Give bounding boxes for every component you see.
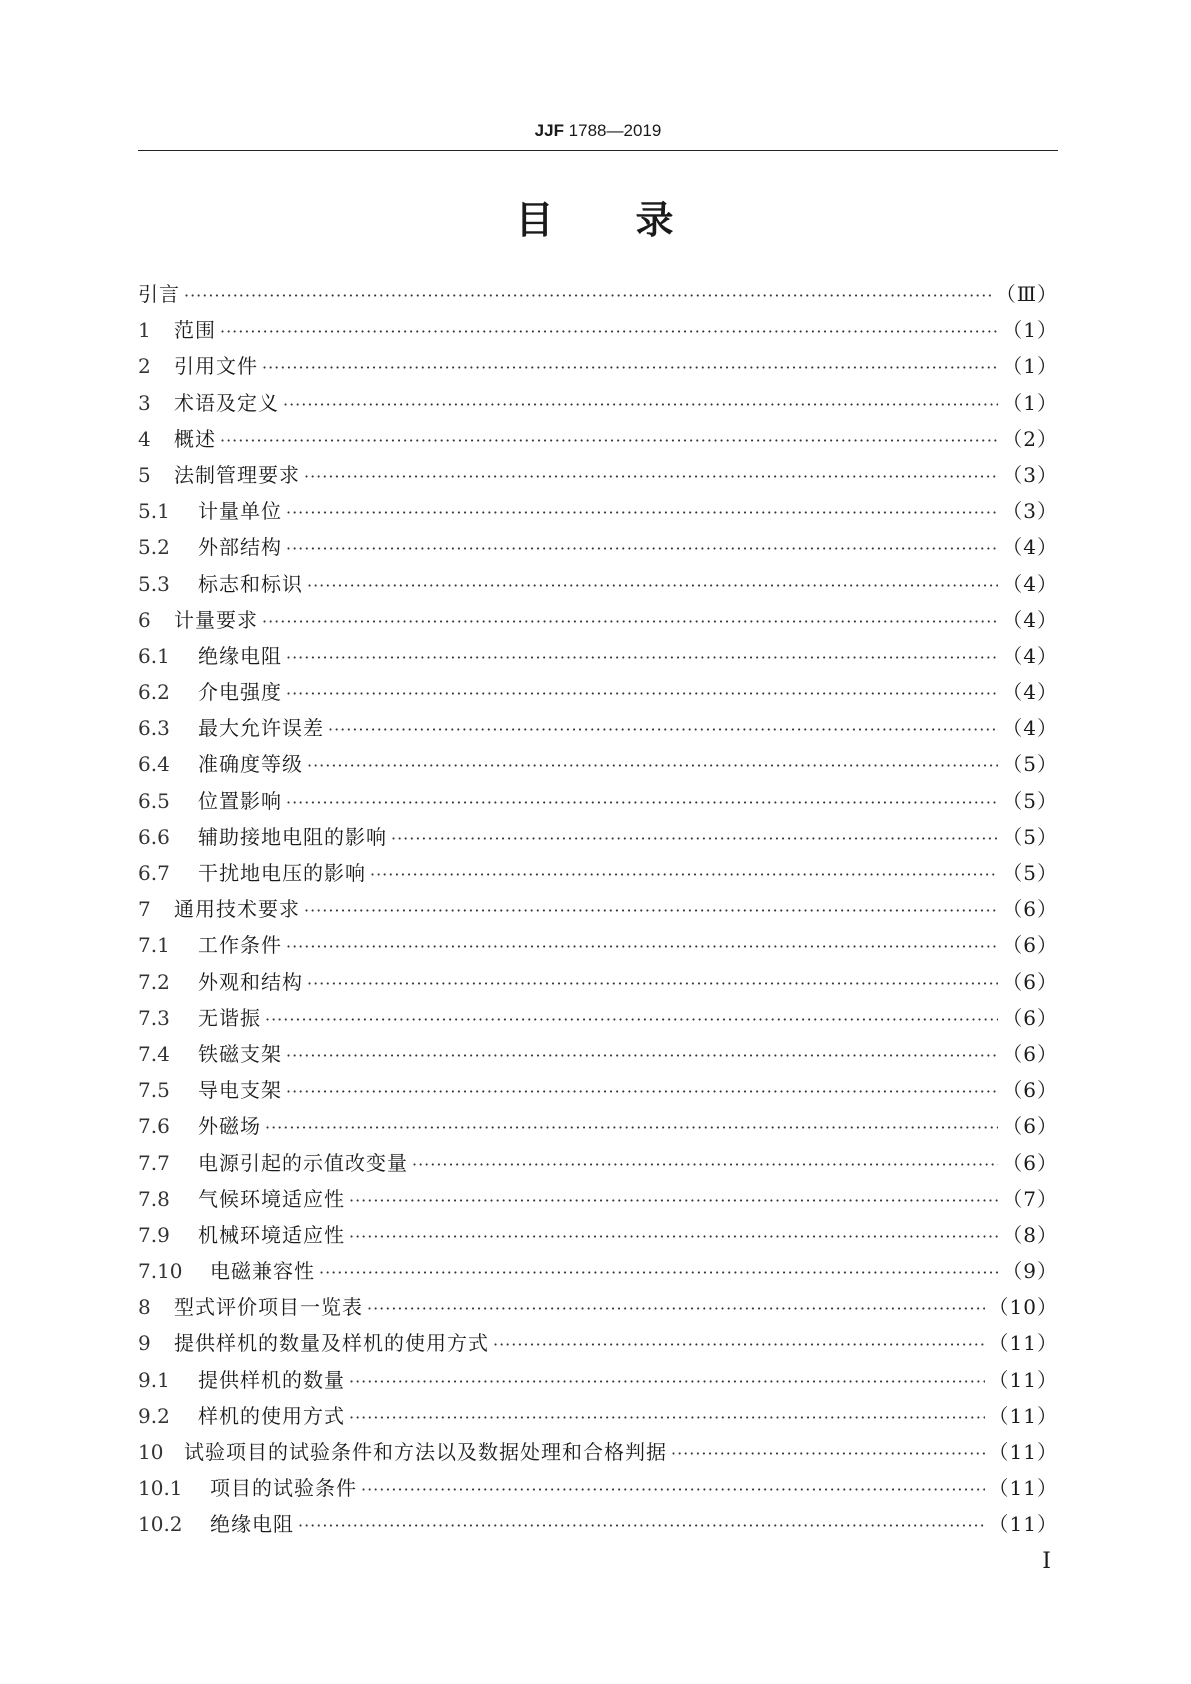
- toc-entry-number: 2: [138, 354, 151, 379]
- toc-entry-page: （4）: [1002, 535, 1058, 560]
- toc-entry[interactable]: [138, 927, 1058, 963]
- toc-entry-page: （6）: [1002, 1005, 1058, 1030]
- toc-entry-page: （3）: [1002, 462, 1058, 487]
- toc-entry[interactable]: [138, 1000, 1058, 1036]
- toc-entry-number: 8: [138, 1295, 151, 1320]
- toc-entry-number: 9: [138, 1331, 151, 1356]
- toc-entry-number: 6: [138, 607, 151, 632]
- toc-entry-label: 项目的试验条件: [210, 1476, 357, 1501]
- toc-leader-dots: [262, 350, 998, 386]
- toc-entry-label: 电磁兼容性: [210, 1259, 315, 1284]
- toc-entry-label: 计量要求: [174, 607, 258, 632]
- toc-entry-page: （6）: [1002, 969, 1058, 994]
- toc-entry-page: （6）: [1002, 1114, 1058, 1139]
- toc-entry-page: （9）: [1002, 1259, 1058, 1284]
- toc-entry-label: 干扰地电压的影响: [198, 861, 366, 885]
- toc-entry-label: 辅助接地电阻的影响: [198, 824, 387, 849]
- toc-leader-dots: [367, 1291, 985, 1327]
- toc-leader-dots: [361, 1472, 985, 1508]
- toc-leader-dots: [286, 785, 998, 821]
- toc-entry[interactable]: [138, 312, 1058, 348]
- standard-code-number: 1788—2019: [563, 121, 662, 140]
- toc-entry-label: 导电支架: [198, 1078, 282, 1103]
- page-title: [0, 196, 1191, 244]
- toc-entry-label: 无谐振: [198, 1005, 261, 1030]
- toc-entry-page: （6）: [1002, 1041, 1058, 1066]
- toc-entry-number: 5.1: [138, 499, 170, 524]
- page-number: Ⅰ: [1042, 1549, 1051, 1574]
- toc-entry-label: 最大允许误差: [198, 716, 324, 741]
- toc-entry[interactable]: [138, 674, 1058, 710]
- toc-entry-label: 提供样机的数量及样机的使用方式: [174, 1331, 489, 1356]
- toc-entry-page: （4）: [1002, 571, 1058, 596]
- toc-entry-number: 10.2: [138, 1512, 183, 1537]
- toc-entry-page: （3）: [1002, 499, 1058, 524]
- toc-entry-number: 6.7: [138, 861, 170, 885]
- toc-entry[interactable]: [138, 1470, 1058, 1506]
- toc-leader-dots: [286, 531, 998, 567]
- running-header: [138, 118, 1058, 152]
- toc-entry-number: 7: [138, 897, 151, 922]
- toc-entry[interactable]: [138, 1362, 1058, 1398]
- toc-entry-label: 样机的使用方式: [198, 1403, 345, 1428]
- toc-entry-page: （5）: [1002, 788, 1058, 813]
- toc-entry-label: 通用技术要求: [174, 897, 300, 922]
- toc-entry[interactable]: [138, 1325, 1058, 1361]
- toc-entry-page: （4）: [1002, 716, 1058, 741]
- toc-entry-number: 10: [138, 1440, 164, 1464]
- toc-entry-page: （11）: [988, 1403, 1058, 1428]
- toc-entry-number: 3: [138, 390, 151, 415]
- toc-entry[interactable]: [138, 855, 1058, 891]
- toc-entry-label: 准确度等级: [198, 752, 303, 777]
- standard-code-prefix: JJF: [534, 121, 564, 140]
- toc-entry-page: （8）: [1002, 1222, 1058, 1247]
- toc-leader-dots: [349, 1364, 985, 1400]
- toc-entry-page: （11）: [988, 1476, 1058, 1501]
- toc-entry-label: 计量单位: [198, 499, 282, 524]
- toc-entry-page: （6）: [1002, 933, 1058, 958]
- toc-entry[interactable]: [138, 638, 1058, 674]
- toc-entry-number: 7.6: [138, 1114, 170, 1139]
- toc-entry[interactable]: [138, 1217, 1058, 1253]
- toc-entry-page: （1）: [1002, 390, 1058, 415]
- toc-entry-label: 外观和结构: [198, 969, 303, 994]
- toc-entry[interactable]: [138, 421, 1058, 457]
- toc-leader-dots: [412, 1147, 998, 1183]
- toc-leader-dots: [286, 676, 998, 712]
- toc-entry-label: 工作条件: [198, 933, 282, 958]
- toc-entry-number: 6.2: [138, 680, 170, 705]
- toc-leader-dots: [265, 1110, 998, 1146]
- toc-entry[interactable]: [138, 964, 1058, 1000]
- toc-entry-label: 介电强度: [198, 680, 282, 705]
- header-divider: [138, 150, 1058, 151]
- toc-entry-number: 9.1: [138, 1367, 170, 1392]
- toc-entry-label: 引言: [138, 282, 180, 306]
- toc-entry-number: 1: [138, 318, 151, 343]
- toc-entry-label: 外部结构: [198, 535, 282, 560]
- toc-entry[interactable]: [138, 1108, 1058, 1144]
- toc-entry-label: 绝缘电阻: [198, 643, 282, 668]
- toc-entry[interactable]: [138, 1434, 1058, 1470]
- toc-leader-dots: [319, 1255, 998, 1291]
- toc-entry-label: 型式评价项目一览表: [174, 1295, 363, 1320]
- toc-entry-label: 机械环境适应性: [198, 1222, 345, 1247]
- toc-entry-number: 7.9: [138, 1222, 170, 1247]
- toc-leader-dots: [391, 821, 998, 857]
- toc-leader-dots: [304, 459, 998, 495]
- toc-leader-dots: [184, 278, 992, 314]
- toc-entry-page: （11）: [988, 1367, 1058, 1392]
- toc-entry-label: 概述: [174, 426, 216, 451]
- toc-entry-number: 7.1: [138, 933, 170, 958]
- toc-entry[interactable]: [138, 746, 1058, 782]
- toc-entry-label: 提供样机的数量: [198, 1367, 345, 1392]
- toc-leader-dots: [349, 1219, 998, 1255]
- toc-entry-label: 气候环境适应性: [198, 1186, 345, 1211]
- toc-entry-number: 4: [138, 426, 151, 451]
- toc-entry-number: 6.1: [138, 643, 170, 668]
- toc-entry-label: 电源引起的示值改变量: [198, 1150, 408, 1175]
- toc-entry[interactable]: [138, 348, 1058, 384]
- toc-entry-number: 10.1: [138, 1476, 183, 1501]
- toc-leader-dots: [265, 1002, 998, 1038]
- toc-entry-page: （10）: [988, 1295, 1058, 1320]
- toc-entry-label: 试验项目的试验条件和方法以及数据处理和合格判据: [184, 1440, 667, 1464]
- toc-leader-dots: [307, 748, 998, 784]
- toc-entry-number: 7.2: [138, 969, 170, 994]
- title-char-2: 录: [635, 198, 676, 242]
- toc-entry-page: （7）: [1002, 1186, 1058, 1211]
- toc-entry-label: 外磁场: [198, 1114, 261, 1139]
- toc-entry-page: （6）: [1002, 897, 1058, 922]
- toc-entry[interactable]: [138, 1036, 1058, 1072]
- toc-entry[interactable]: [138, 1398, 1058, 1434]
- toc-entry-page: （11）: [988, 1512, 1058, 1537]
- toc-entry-number: 7.7: [138, 1150, 170, 1175]
- toc-leader-dots: [671, 1436, 985, 1472]
- table-of-contents: [138, 276, 1058, 1543]
- toc-entry-number: 7.3: [138, 1005, 170, 1030]
- toc-leader-dots: [370, 857, 998, 893]
- toc-entry-label: 引用文件: [174, 354, 258, 379]
- toc-entry-label: 范围: [174, 318, 216, 343]
- toc-entry-page: （5）: [1002, 861, 1058, 885]
- toc-leader-dots: [307, 966, 998, 1002]
- toc-entry[interactable]: [138, 1253, 1058, 1289]
- toc-entry-label: 法制管理要求: [174, 462, 300, 487]
- toc-leader-dots: [220, 314, 998, 350]
- toc-entry-label: 术语及定义: [174, 390, 279, 415]
- toc-entry[interactable]: [138, 1072, 1058, 1108]
- toc-entry-number: 6.6: [138, 824, 170, 849]
- toc-entry-number: 5.2: [138, 535, 170, 560]
- toc-entry[interactable]: [138, 891, 1058, 927]
- toc-leader-dots: [286, 495, 998, 531]
- toc-entry-page: （6）: [1002, 1078, 1058, 1103]
- toc-entry-page: （4）: [1002, 680, 1058, 705]
- toc-entry[interactable]: [138, 566, 1058, 602]
- toc-entry-number: 7.10: [138, 1259, 183, 1284]
- toc-leader-dots: [304, 893, 998, 929]
- toc-entry-label: 铁磁支架: [198, 1041, 282, 1066]
- toc-leader-dots: [283, 387, 998, 423]
- toc-entry-number: 6.3: [138, 716, 170, 741]
- toc-entry-number: 7.5: [138, 1078, 170, 1103]
- toc-leader-dots: [298, 1508, 985, 1544]
- toc-leader-dots: [493, 1327, 985, 1363]
- toc-entry[interactable]: [138, 602, 1058, 638]
- toc-entry-number: 6.5: [138, 788, 170, 813]
- toc-entry-page: （11）: [988, 1331, 1058, 1356]
- toc-entry[interactable]: [138, 1145, 1058, 1181]
- toc-entry-number: 5: [138, 462, 151, 487]
- toc-entry-page: （4）: [1002, 607, 1058, 632]
- toc-entry-number: 7.4: [138, 1041, 170, 1066]
- toc-leader-dots: [349, 1183, 998, 1219]
- toc-entry[interactable]: [138, 783, 1058, 819]
- toc-leader-dots: [307, 568, 998, 604]
- toc-leader-dots: [349, 1400, 985, 1436]
- title-char-1: 目: [515, 198, 556, 242]
- toc-leader-dots: [286, 1074, 998, 1110]
- toc-entry-page: （11）: [988, 1440, 1058, 1464]
- toc-entry-page: （5）: [1002, 752, 1058, 777]
- toc-entry-page: （6）: [1002, 1150, 1058, 1175]
- toc-entry-label: 位置影响: [198, 788, 282, 813]
- toc-entry-number: 9.2: [138, 1403, 170, 1428]
- toc-entry[interactable]: [138, 385, 1058, 421]
- toc-entry[interactable]: [138, 1506, 1058, 1542]
- toc-entry-label: 绝缘电阻: [210, 1512, 294, 1537]
- toc-leader-dots: [262, 604, 998, 640]
- toc-entry-page: （5）: [1002, 824, 1058, 849]
- toc-entry[interactable]: [138, 710, 1058, 746]
- toc-leader-dots: [286, 929, 998, 965]
- toc-leader-dots: [220, 423, 998, 459]
- toc-entry-number: 7.8: [138, 1186, 170, 1211]
- toc-entry[interactable]: [138, 457, 1058, 493]
- toc-entry-number: 5.3: [138, 571, 170, 596]
- toc-leader-dots: [328, 712, 998, 748]
- toc-entry[interactable]: [138, 1181, 1058, 1217]
- toc-entry-page: （2）: [1002, 426, 1058, 451]
- toc-entry-page: （4）: [1002, 643, 1058, 668]
- toc-leader-dots: [286, 640, 998, 676]
- toc-entry-number: 6.4: [138, 752, 170, 777]
- toc-entry-page: （1）: [1002, 318, 1058, 343]
- toc-entry-label: 标志和标识: [198, 571, 303, 596]
- toc-entry[interactable]: [138, 276, 1058, 312]
- toc-entry-page: （1）: [1002, 354, 1058, 379]
- toc-entry[interactable]: [138, 1289, 1058, 1325]
- toc-entry-page: （Ⅲ）: [995, 282, 1058, 306]
- toc-entry[interactable]: [138, 529, 1058, 565]
- toc-entry[interactable]: [138, 493, 1058, 529]
- toc-leader-dots: [286, 1038, 998, 1074]
- toc-entry[interactable]: [138, 819, 1058, 855]
